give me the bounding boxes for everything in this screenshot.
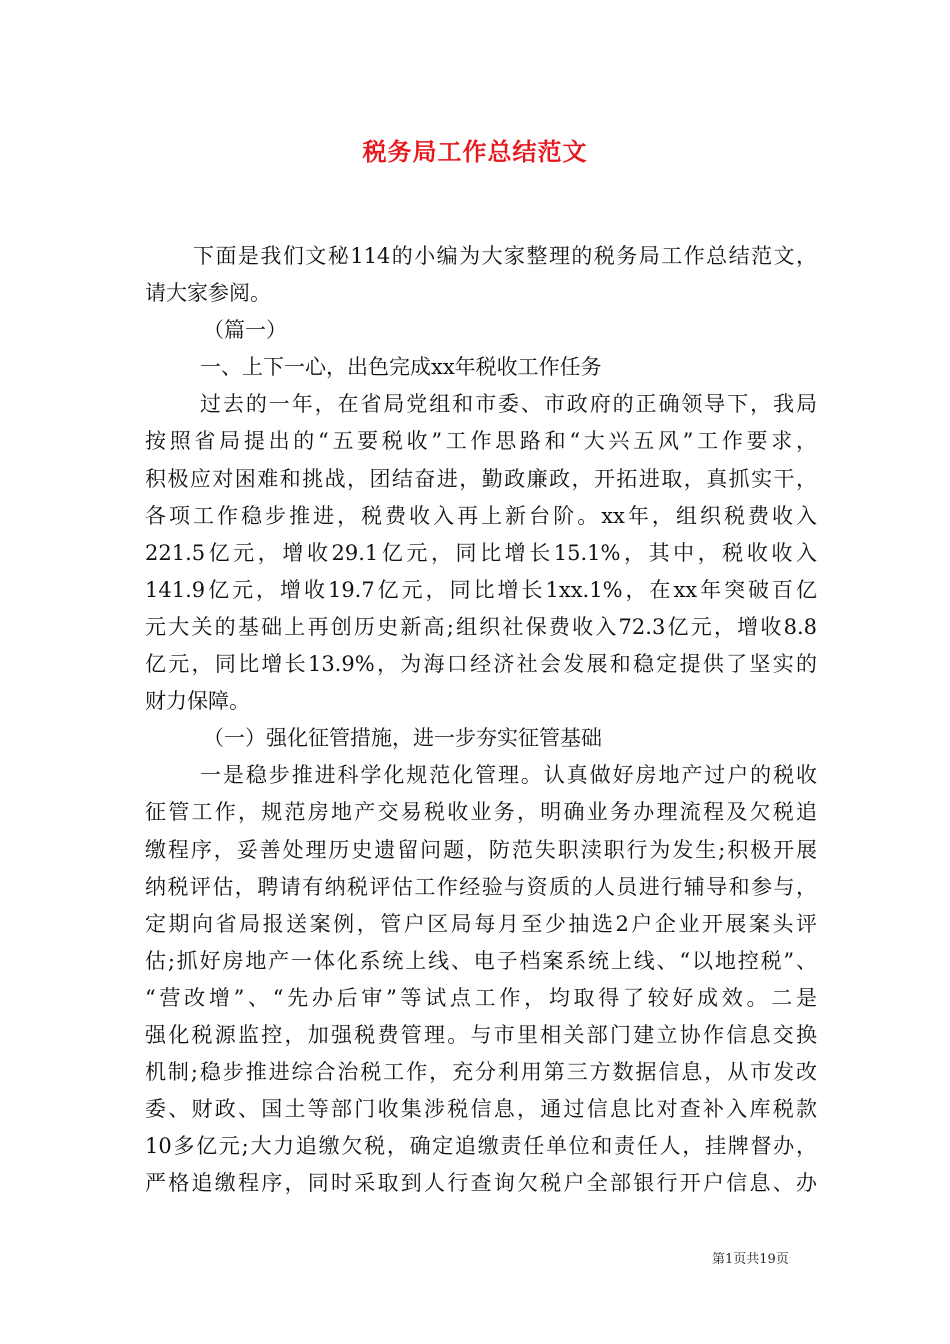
paragraph-line: 一是稳步推进科学化规范化管理。认真做好房地产过户的税收 xyxy=(200,763,817,788)
paragraph-line: 积极应对困难和挑战，团结奋进，勤政廉政，开拓进取，真抓实干， xyxy=(145,466,817,491)
paragraph-line: 请大家参阅。 xyxy=(145,281,271,306)
subsection-heading: （一）强化征管措施，进一步夯实征管基础 xyxy=(203,726,602,751)
paragraph-line: 按照省局提出的“五要税收”工作思路和“大兴五风”工作要求， xyxy=(145,429,817,454)
paragraph-line: 机制;稳步推进综合治税工作，充分利用第三方数据信息，从市发改 xyxy=(145,1060,817,1085)
paragraph-line: 缴程序，妥善处理历史遗留问题，防范失职渎职行为发生;积极开展 xyxy=(145,837,817,862)
paragraph-line: 征管工作，规范房地产交易税收业务，明确业务办理流程及欠税追 xyxy=(145,800,817,825)
paragraph-line: 定期向省局报送案例，管户区局每月至少抽选2户企业开展案头评 xyxy=(145,911,817,936)
section-heading: 一、上下一心，出色完成xx年税收工作任务 xyxy=(200,355,602,380)
paragraph-line: 221.5亿元，增收29.1亿元，同比增长15.1%，其中，税收收入 xyxy=(145,540,817,565)
paragraph-line: 纳税评估，聘请有纳税评估工作经验与资质的人员进行辅导和参与， xyxy=(145,874,817,899)
paragraph-line: 元大关的基础上再创历史新高;组织社保费收入72.3亿元，增收8.8 xyxy=(145,614,817,639)
paragraph-line: 过去的一年，在省局党组和市委、市政府的正确领导下，我局 xyxy=(200,392,817,417)
paragraph-line: 强化税源监控，加强税费管理。与市里相关部门建立协作信息交换 xyxy=(145,1022,817,1047)
paragraph-line: 估;抓好房地产一体化系统上线、电子档案系统上线、“以地控税”、 xyxy=(145,948,817,973)
document-body xyxy=(145,238,817,1202)
paragraph-line: 10多亿元;大力追缴欠税，确定追缴责任单位和责任人，挂牌督办， xyxy=(145,1134,817,1159)
paragraph-line: 各项工作稳步推进，税费收入再上新台阶。xx年，组织税费收入 xyxy=(145,503,817,528)
paragraph-line: 严格追缴程序，同时采取到人行查询欠税户全部银行开户信息、办 xyxy=(145,1171,817,1196)
paragraph-line: 亿元，同比增长13.9%，为海口经济社会发展和稳定提供了坚实的 xyxy=(145,652,817,677)
document-title: 税务局工作总结范文 xyxy=(362,137,588,166)
paragraph-line: 委、财政、国土等部门收集涉税信息，通过信息比对查补入库税款 xyxy=(145,1097,817,1122)
page-number: 第1页共19页 xyxy=(712,1252,789,1267)
paragraph-line: 下面是我们文秘114的小编为大家整理的税务局工作总结范文， xyxy=(193,244,817,268)
section-label: （篇一） xyxy=(203,318,287,343)
paragraph-line: 财力保障。 xyxy=(145,689,250,714)
paragraph-line: “营改增”、“先办后审”等试点工作，均取得了较好成效。二是 xyxy=(145,985,817,1010)
paragraph-line: 141.9亿元，增收19.7亿元，同比增长1xx.1%，在xx年突破百亿 xyxy=(145,577,817,602)
